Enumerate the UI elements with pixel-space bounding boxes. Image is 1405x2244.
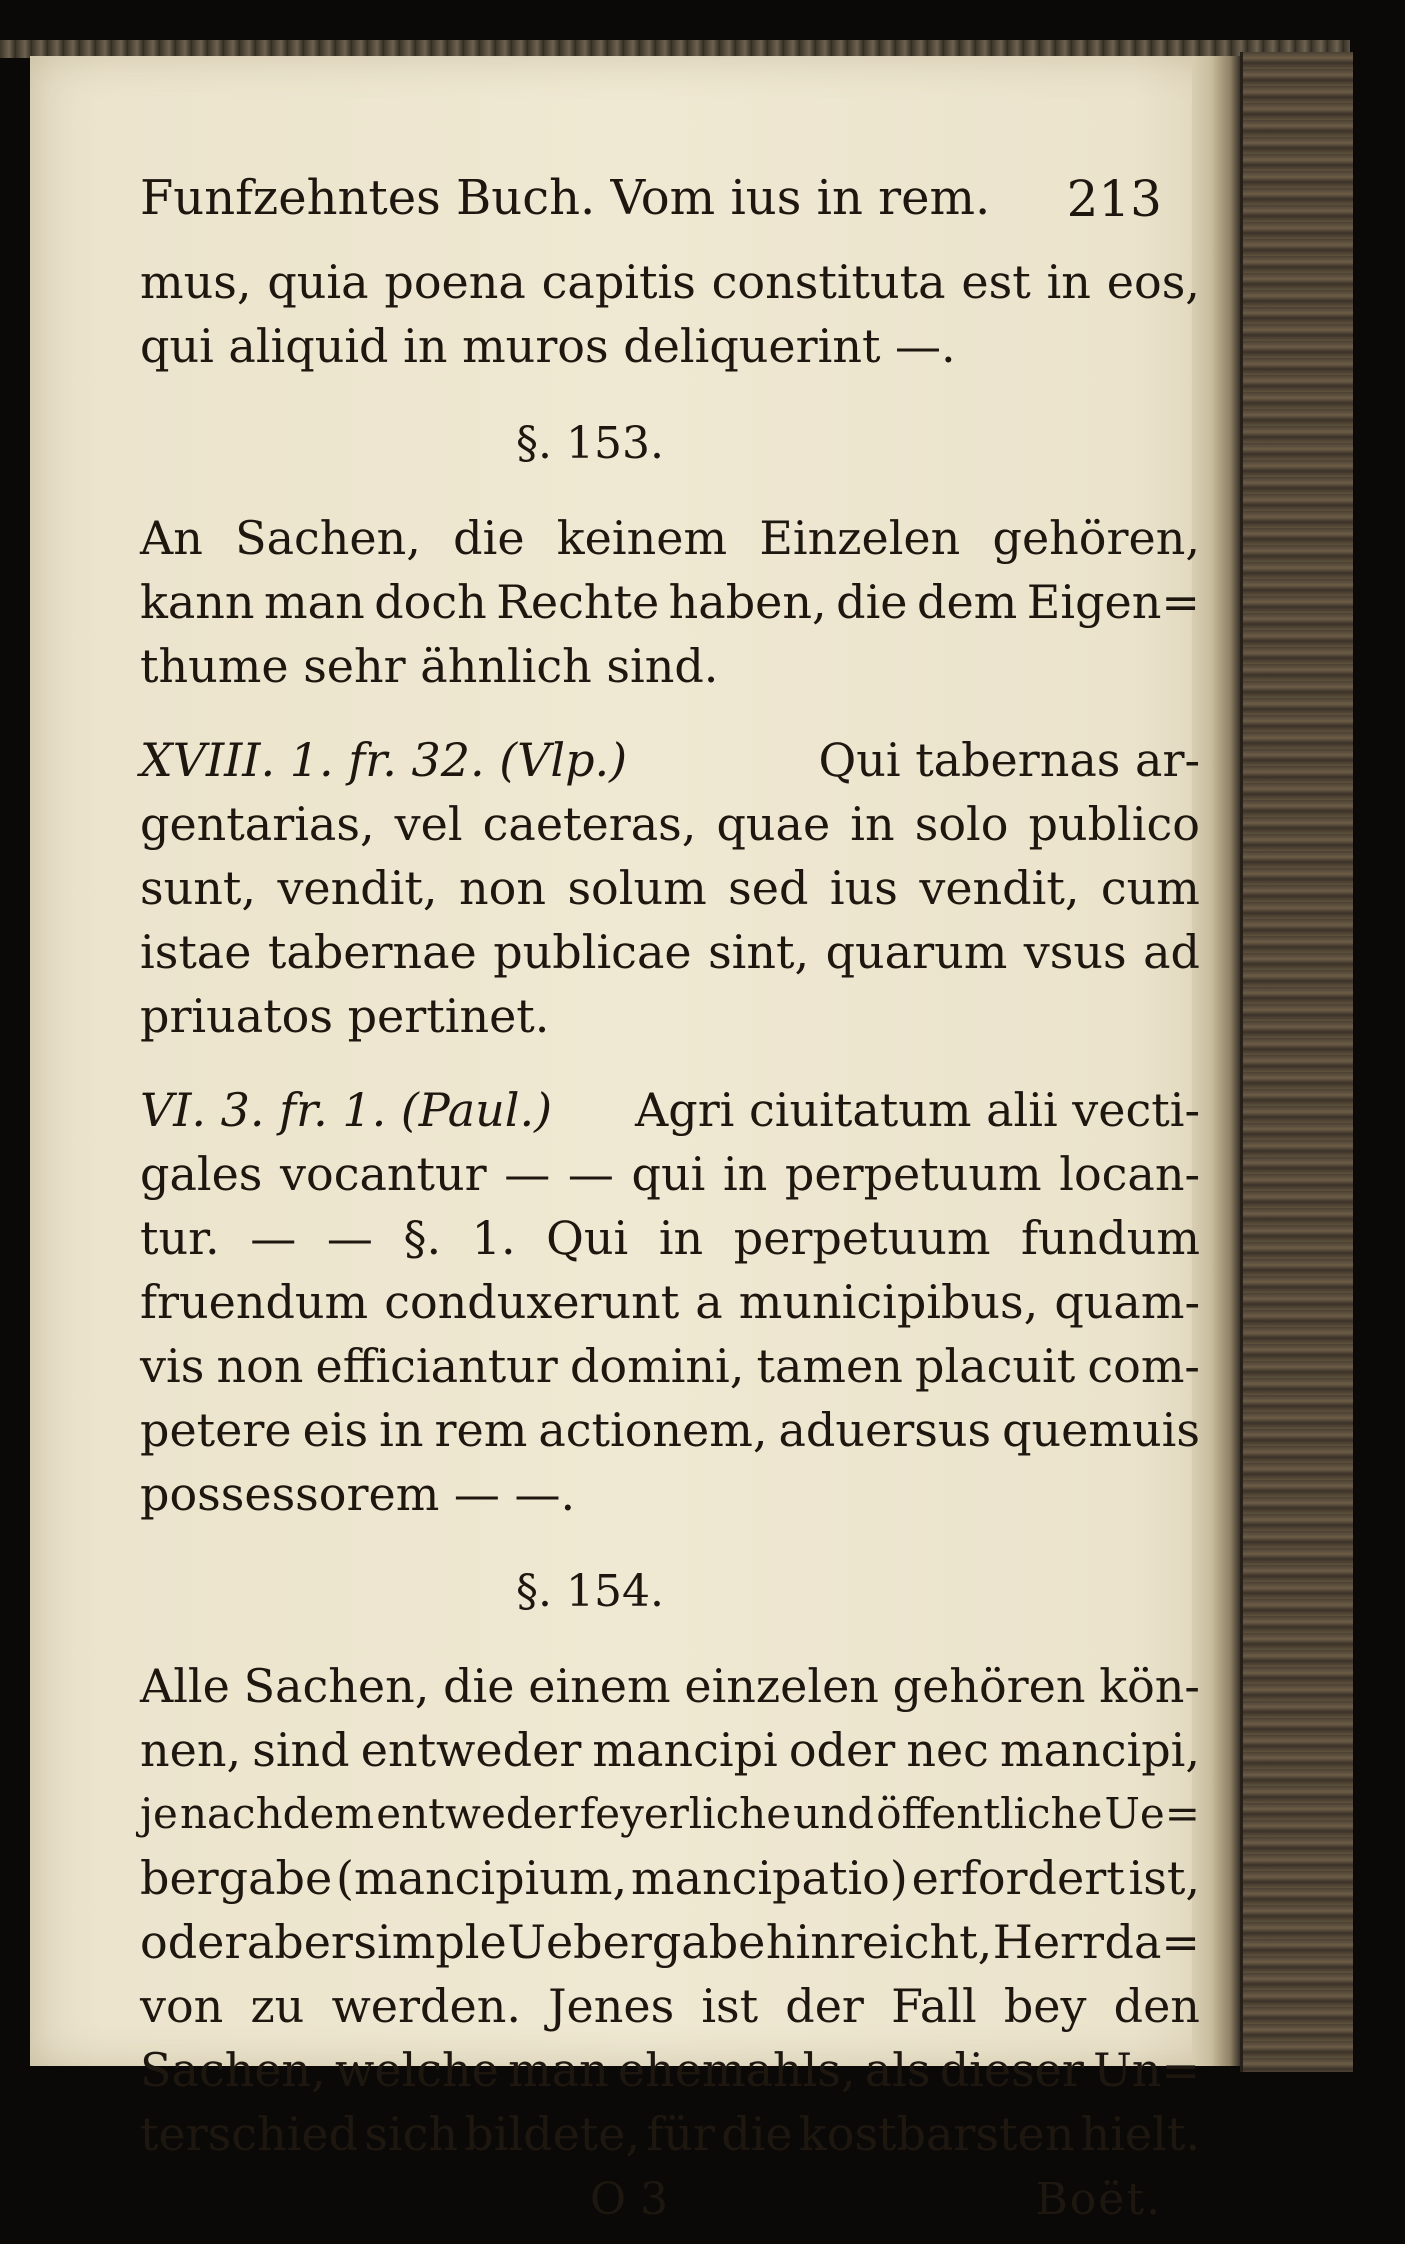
text-line: thume sehr ähnlich sind. <box>140 639 719 693</box>
text-line: mus, quia poena capitis constituta est in eos, <box>140 255 1200 309</box>
text-line: sunt, vendit, non solum sed ius vendit, cum <box>140 861 1200 915</box>
text-line: tur. — — §. 1. Qui in perpetuum fundum <box>140 1211 1200 1265</box>
text-line: oder aber simple Uebergabe hinreicht, Herr da= <box>140 1915 1200 1969</box>
text-line: An Sachen, die keinem Einzelen gehören, <box>140 511 1200 565</box>
text-line: Sachen, welche man ehemahls, als dieser Un= <box>140 2043 1200 2097</box>
citation-text: Agri ciuitatum alii vecti- <box>635 1083 1200 1137</box>
text-line: gentarias, vel caeteras, quae in solo publico <box>140 797 1200 851</box>
text-line: Alle Sachen, die einem einzelen gehören kön- <box>140 1659 1200 1713</box>
text-line: nen, sind entweder mancipi oder nec mancipi, <box>140 1723 1200 1777</box>
citation-line <box>140 728 1200 792</box>
text-line: kann man doch Rechte haben, die dem Eigen= <box>140 575 1200 629</box>
book-page-stack-edge <box>1240 52 1353 2072</box>
page-number: 213 <box>1066 170 1162 228</box>
running-title: Funfzehntes Buch. Vom ius in rem. <box>140 170 991 226</box>
text-line: fruendum conduxerunt a municipibus, quam- <box>140 1275 1200 1329</box>
catchword: Boët. <box>1035 2174 1162 2225</box>
text-line: terschied sich bildete, für die kostbarsten hielt. <box>140 2107 1200 2161</box>
text-line: vis non efficiantur domini, tamen placuit com- <box>140 1339 1200 1393</box>
section-heading-153: §. 153. <box>516 418 664 469</box>
citation-reference: VI. 3. fr. 1. (Paul.) <box>140 1083 553 1137</box>
text-line: bergabe (mancipium, mancipatio) erfordert ist, <box>140 1851 1200 1905</box>
citation-text: Qui tabernas ar- <box>818 733 1200 787</box>
text-line: gales vocantur — — qui in perpetuum locan- <box>140 1147 1200 1201</box>
page-text-block <box>140 160 1200 2244</box>
text-line: petere eis in rem actionem, aduersus quemuis <box>140 1403 1200 1457</box>
citation-reference: XVIII. 1. fr. 32. (Vlp.) <box>140 733 628 787</box>
signature-mark: O 3 <box>590 2174 669 2225</box>
section-heading-154: §. 154. <box>516 1566 664 1617</box>
text-line: possessorem — —. <box>140 1467 576 1521</box>
text-line: je nachdem entweder feyerliche und öffentliche Ue= <box>140 1789 1200 1838</box>
text-line: qui aliquid in muros deliquerint —. <box>140 319 956 373</box>
text-line: istae tabernae publicae sint, quarum vsus ad <box>140 925 1200 979</box>
page-footer <box>140 2174 1200 2244</box>
citation-line <box>140 1078 1200 1142</box>
running-header <box>140 160 1200 250</box>
text-line: priuatos pertinet. <box>140 989 550 1043</box>
text-line: von zu werden. Jenes ist der Fall bey den <box>140 1979 1200 2033</box>
